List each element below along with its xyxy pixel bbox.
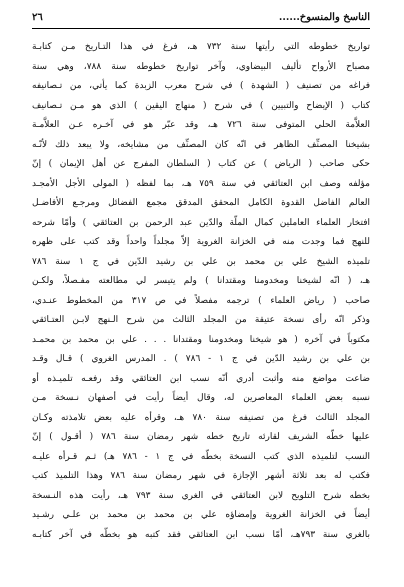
- text-line: فكتب له بعد ثلاثة أشهر الإجازة في شهر رمضان سنة ٧٨٦ وهذا التلميذ كتب: [32, 471, 370, 481]
- text-line: بخطه شرح التلويح لابن العتائقي في الغري سنة ٧٩٣ هـ، رأيت هذه النـسخة: [32, 490, 370, 501]
- text-line: حكى صاحب ( الرياض ) عن كتاب ( السلطان المفرج عن أهل الإيمان ) إنّ: [32, 159, 370, 169]
- text-line: مكتوباً في آخره ( هو شيخنا ومخدومنا ومقتدانا . . . علي بن محمد بن محمـد: [32, 334, 370, 345]
- text-line: وذكر انّه رأى نسخة عتيقة من المجلد الثالث من شرح الـنهج لابـن العتـائقي: [32, 315, 370, 325]
- text-line: عليها خطّه الشريف لقارئه تاريخ خطه شهر رمضان سنة ٧٨٦ ( أقـول ) إنّ: [32, 432, 370, 442]
- text-line: ضاعت مواضع منه وأثبت أدري أنّه نسب ابن العتائقي وقد رفعـه تلميـذه أو: [32, 373, 370, 384]
- header-rule: [32, 28, 370, 29]
- text-line: كتاب ( الإيضاح والتبيين ) في شرح ( منهاج اليقين ) الذي هو مـن تـصانيف: [32, 100, 370, 111]
- text-line: بالغري سنة ٧٩٣هـ، أمّا نسب ابن العتائقي فقد كتبه هو بخطّه في آخر كتابـه: [32, 529, 370, 540]
- running-title: الناسخ والمنسوخ......: [278, 12, 370, 23]
- text-line: هـ، ( انّه لشيخنا ومخدومنا ومقتدانا ) ولم يتيسر لي مطالعته مفـصلاً، ولكـن: [32, 276, 370, 286]
- text-line: تواريخ خطوطه التي رأيتها سنة ٧٣٢ هـ، فرغ في هذا التـاريخ مـن كتابـة: [32, 42, 370, 52]
- text-line: بشيخنا المصنِّف الظاهر في انّه كان المصنِّف من مشايخه، ولا يبعد ذلك لأنّـه: [32, 139, 370, 150]
- text-line: صاحب ( رياض العلماء ) ترجمه مفصلاً في ص ٣١٧ من المخطوط عنـدي،: [32, 295, 370, 306]
- text-line: العلاَّمة الحلي المتوفى سنة ٧٢٦ هـ، وقد عبّر هو في آخـره عـن العلاَّمـة: [32, 120, 370, 130]
- text-line: افتخار العلماء العاملين كمال الملّة والدّين عبد الرحمن بن العتائقي ) وأمّا شرحه: [32, 217, 370, 228]
- text-line: المجلد الثالث فرغ من تصنيفه سنة ٧٨٠ هـ، وقرأه عليه بعض تلامذته وكـان: [32, 412, 370, 423]
- text-line: مؤلفه وصف ابن العتائقي في سنة ٧٥٩ هـ، بما لفظه ( المولى الأجل الأمجـد: [32, 178, 370, 189]
- text-line: نسبه بعض العلماء المعاصرين له، وقال أيضاً رأيت في أصفهان نـسخة مـن: [32, 393, 370, 403]
- text-line: فراغه من تصنيف ( الشهدة ) في شرح معرب الزبدة كما يأتي، من تـصانيفه: [32, 81, 370, 91]
- page-number: ٢٦: [32, 12, 43, 23]
- text-line: أيضاً في الخزانة الغروية وإمضاؤه علي بن محمد بن محمد بن علـي رشـيد: [32, 510, 370, 520]
- text-line: للنهج فما وجدت منه في الخزانة الغروية إلاّ مجلداً واحداً وقد كتب على ظهره: [32, 237, 370, 247]
- text-line: تلميذه الشيخ علي بن محمد بن علي بن رشيد الدّين في ج ١ سنة ٧٨٦: [32, 256, 370, 267]
- text-line: مصباح الأرواح تأليف البيضاوي، وآخر تواريخ خطوطه سنة ٧٨٨، وهي سنة: [32, 61, 370, 72]
- body-text: [32, 38, 370, 545]
- text-line: بن علي بن رشيد الدّين في ج ١ - ٧٨٦ ) . المدرس الغروي ) قـال وقـد: [32, 354, 370, 364]
- page-header: [32, 10, 370, 26]
- text-line: العالم الفاضل القدوة الكامل المحقق المدقق مجمع الفضائل ومرجـع الأفاضـل: [32, 198, 370, 208]
- text-line: النسب لتلميذه الذي كتب النسخة بخطّه في ج ١ - ٧٨٦ هـ) ثـم قـرأه عليـه: [32, 451, 370, 462]
